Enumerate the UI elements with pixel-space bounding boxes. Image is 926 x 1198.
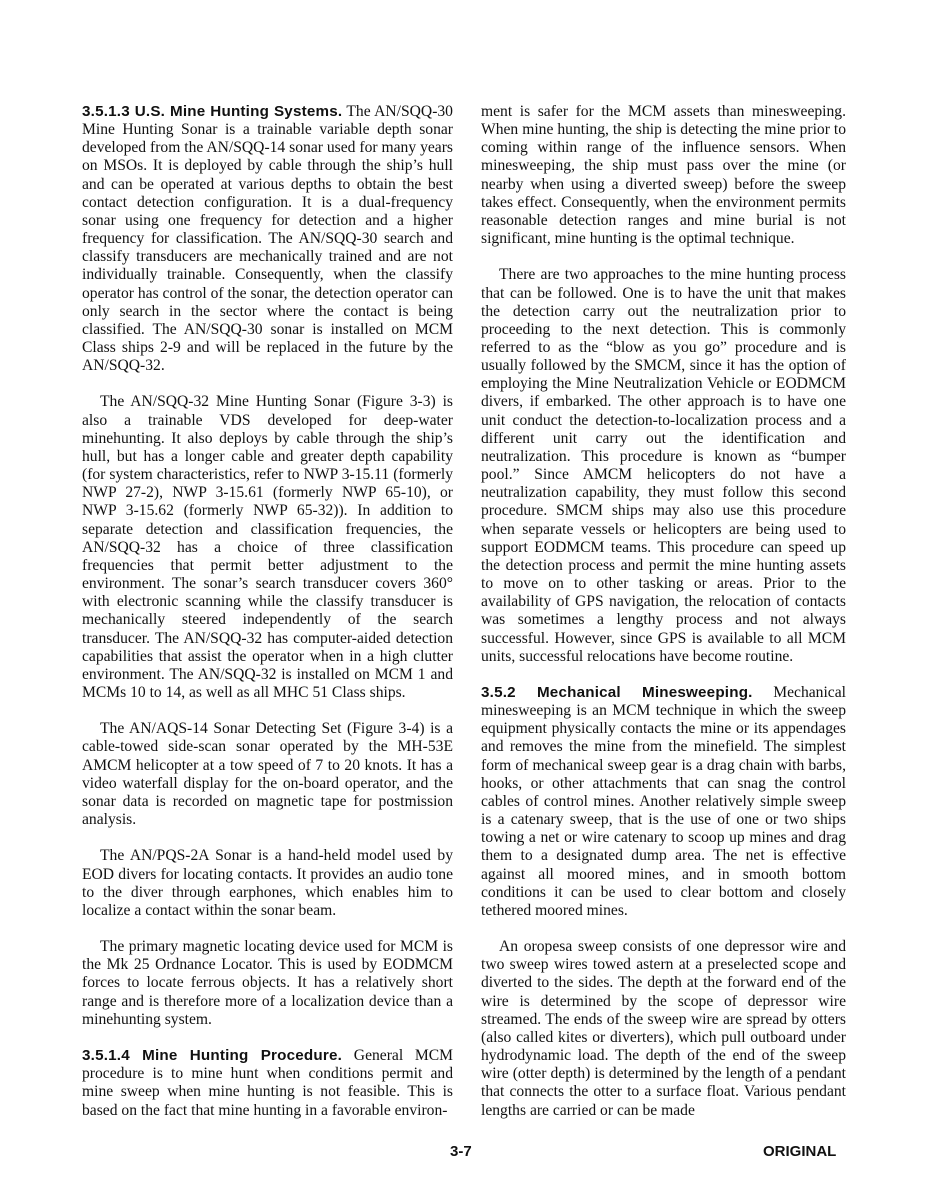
section-heading-3-5-2: 3.5.2 Mechanical Minesweeping.: [481, 683, 753, 701]
sqq32-paragraph: The AN/SQQ-32 Mine Hunting Sonar (Figure 3-3) is also a trainable VDS developed for deep-water minehunting. It also deploys by cable through the ship’s hull, but has a longer cable and greater depth capability (for system characteristics, refer to NWP 3-15.11 (formerly NWP 27-2), NWP 3-15.61 (formerly NWP 65-10), or NWP 3-15.62 (formerly NWP 65-32)). In addition to separate detection and classification frequencies, the AN/SQQ-32 has a choice of three classification frequencies that permit better adjustment to the environment. The sonar’s search transducer covers 360° with electronic scanning while the classify transducer is mechanically steered independently of the search transducer. The AN/SQQ-32 has computer-aided detection capabilities that assist the operator when in a high clutter environment. The AN/SQQ-32 is installed on MCM 1 and MCMs 10 to 14, as well as all MHC 51 Class ships.: [82, 393, 453, 701]
mk25-paragraph: The primary magnetic locating device used for MCM is the Mk 25 Ordnance Locator. This is used by EODMCM forces to locate ferrous objects. It has a relatively short range and is therefore more of a localization device than a minehunting system.: [82, 938, 453, 1028]
aqs14-paragraph: The AN/AQS-14 Sonar Detecting Set (Figure 3-4) is a cable-towed side-scan sonar operated by the MH-53E AMCM helicopter at a tow speed of 7 to 20 knots. It has a video waterfall display for the on-board operator, and the sonar data is recorded on magnetic tape for postmission analysis.: [82, 720, 453, 829]
continuation-paragraph: ment is safer for the MCM assets than minesweeping. When mine hunting, the ship is detecting the mine prior to coming within range of the influence sensors. When minesweeping, the ship must pass over the mine (or nearby when using a diverted sweep) before the sweep takes effect. Consequently, when the environment permits reasonable detection ranges and mine burial is not significant, mine hunting is the optimal technique.: [481, 103, 846, 248]
section-3-5-2-paragraph: [481, 684, 846, 920]
section-heading-3-5-1-3: 3.5.1.3 U.S. Mine Hunting Systems.: [82, 103, 343, 120]
two-approaches-paragraph: There are two approaches to the mine hunting process that can be followed. One is to have the unit that makes the detection carry out the neutralization prior to proceeding to the next detection. This is commonly referred to as the “blow as you go” procedure and is usually followed by the SMCM, since it has the option of employing the Mine Neutralization Vehicle or EODMCM divers, if embarked. The other approach is to have one unit conduct the detection-to-localization process and a different unit carry out the identification and neutralization. This procedure is known as “bumper pool.” Since AMCM helicopters do not have a neutralization capability, they must follow this second procedure. SMCM ships may also use this procedure when separate vessels or helicopters are being used to support EODMCM teams. This procedure can speed up the detection process and permit the mine hunting assets to move on to other tasking or areas. Prior to the availability of GPS navigation, the relocation of contacts was sometimes a lengthy process and not always successful. However, since GPS is available to all MCM units, successful relocations have become routine.: [481, 266, 846, 665]
section-heading-3-5-1-4: 3.5.1.4 Mine Hunting Procedure.: [82, 1047, 343, 1065]
oropesa-sweep-paragraph: An oropesa sweep consists of one depressor wire and two sweep wires towed astern at a preselected scope and diverted to the sides. The depth at the forward end of the wire is determined by the scope of depressor wire streamed. The ends of the sweep wire are spread by otters (also called kites or diverters), which pull outboard under hydrodynamic load. The depth of the end of the sweep wire (otter depth) is determined by the length of a pendant that connects the otter to a surface float. Various pendant lengths are carried or can be made: [481, 938, 846, 1119]
edition-mark: ORIGINAL: [763, 1143, 837, 1160]
paragraph-text: Mechanical minesweeping is an MCM technique in which the sweep equipment physically contacts the mine or its appendages and removes the mine from the minefield. The simplest form of mechanical sweep gear is a drag chain with barbs, hooks, or other attachments that can snag the control cables of control mines. Another relatively simple sweep is a catenary sweep, that is the use of one or two ships towing a net or wire catenary to scoop up mines and drag them to a designated dump area. The net is effective against all moored mines, and in smooth bottom conditions it can be used to clear bottom and closely tethered moored mines.: [481, 683, 846, 919]
pqs2a-paragraph: The AN/PQS-2A Sonar is a hand-held model used by EOD divers for locating contacts. It provides an audio tone to the diver through earphones, which enables him to localize a contact within the sonar beam.: [82, 847, 453, 919]
section-3-5-1-4-paragraph: [82, 1047, 453, 1120]
section-3-5-1-3-paragraph: [82, 103, 453, 375]
right-column: [481, 103, 846, 1138]
page-number: 3-7: [450, 1143, 472, 1160]
left-column: [82, 103, 453, 1138]
paragraph-text: The AN/SQQ-30 Mine Hunting Sonar is a trainable variable depth sonar developed from the AN/SQQ-14 sonar used for many years on MSOs. It is deployed by cable through the ship’s hull and can be operated at various depths to obtain the best contact detection configuration. It is a dual-frequency sonar using one frequency for detection and a higher frequency for classification. The AN/SQQ-30 search and classify transducers are mechanically trained and are not individually trainable. Consequently, when the classify operator has control of the sonar, the detection operator can only search in the sector where the contact is being classified. The AN/SQQ-30 sonar is installed on MCM Class ships 2-9 and will be replaced in the future by the AN/SQQ-32.: [82, 103, 453, 375]
paragraph-text: General MCM procedure is to mine hunt when conditions permit and mine sweep when mine hunting is not feasible. This is based on the fact that mine hunting in a favorable environ-: [82, 1047, 454, 1119]
